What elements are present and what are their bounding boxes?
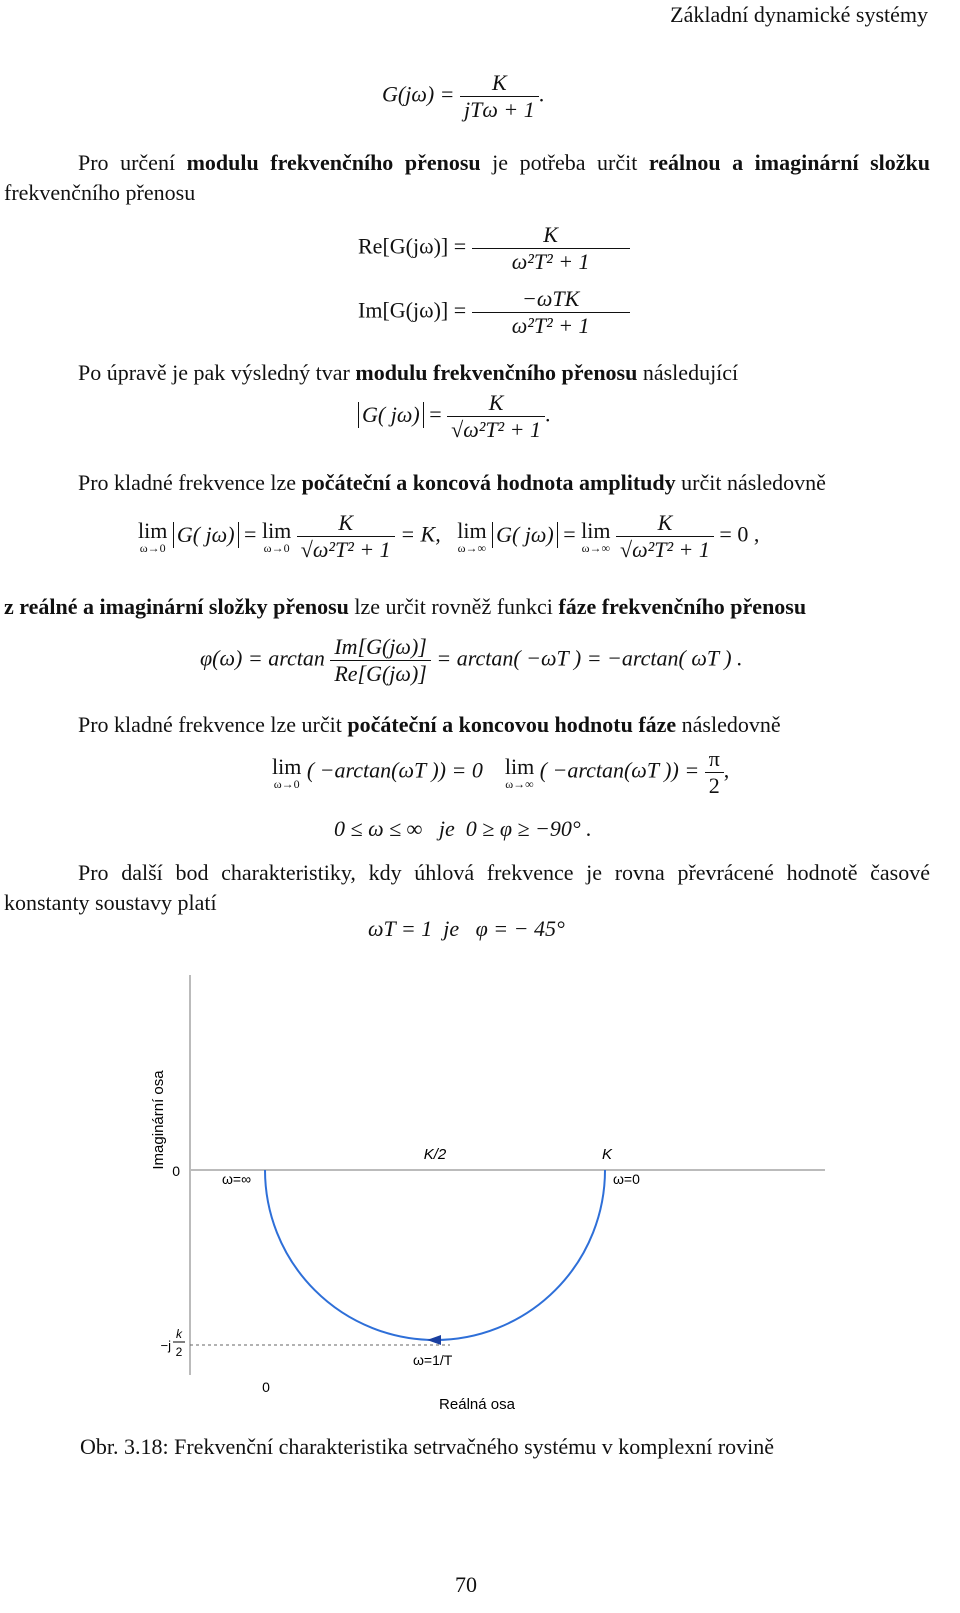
frequency-curve (265, 1170, 605, 1340)
label-k-half: K/2 (423, 1146, 447, 1163)
equation-phase: φ(ω) = arctan $\frac{Im[G(j\omega)]}{Re[G(j\omega)]}$ = arctan( −ωT ) = −arctan( ωT ) . (200, 634, 743, 686)
paragraph-5: Pro kladné frekvence lze určit počáteční a koncovou hodnotu fáze následovně (78, 712, 781, 737)
x-axis-label: Reálná osa (439, 1396, 515, 1413)
nyquist-figure (125, 955, 850, 1425)
equation-45: ωT = 1 je φ = − 45° (368, 916, 565, 941)
y-axis-label: Imaginární osa (150, 1070, 167, 1170)
equation-imaginary-part: Im[G(jω)] = $\frac{\text{−ωTK}}{\text{ω²T² + 1}}$ (358, 286, 630, 339)
paragraph-2: Po úpravě je pak výsledný tvar modulu frekvenčního přenosu následující (78, 360, 739, 385)
label-k: K (601, 1146, 613, 1163)
eq-lhs: G(jω) = (382, 81, 455, 107)
page-number: 70 (455, 1572, 477, 1597)
equation-phase-limits: lim ω→0 ( −arctan(ωT )) = 0 lim ω→∞ ( −arctan(ωT )) = $\frac{\pi}{2}$ , (272, 746, 730, 798)
equation-real-part: Re[G(jω)] = $\frac{K}{\text{ω²T² + 1}}$ (358, 222, 630, 275)
paragraph-6: Pro další bod charakteristiky, kdy úhlová frekvence je rovna převrácené hodnotě časové konstanty soustavy platí (4, 860, 930, 915)
y-tick-minus-j: −j (160, 1338, 171, 1353)
y-tick-k: k (176, 1327, 182, 1341)
equation-amplitude-limits: lim ω→0 G( jω) = lim ω→0 $\frac{K}{\text{√ω²T² + 1}}$ = K, lim ω→∞ G( jω) = lim ω→∞ $\frac{K}{\text{√ω²T² + 1}}$ = 0 , (138, 510, 760, 562)
figure-caption: Obr. 3.18: Frekvenční charakteristika setrvačného systému v komplexní rovině (80, 1434, 775, 1459)
equation-modulus: G( jω) = $\frac{K}{\text{√ω²T² + 1}}$ . (358, 390, 551, 443)
equation-transfer: G(jω) = $\frac{K}{\text{jTω + 1}}$ . (382, 70, 545, 122)
equation-range: 0 ≤ ω ≤ ∞ je 0 ≥ φ ≥ −90° . (334, 816, 592, 841)
y-tick-0: 0 (172, 1163, 180, 1179)
x-tick-0: 0 (262, 1379, 270, 1395)
label-omega-inf: ω=∞ (222, 1171, 252, 1187)
direction-arrow (427, 1335, 441, 1345)
label-omega-1T: ω=1/T (413, 1352, 453, 1368)
running-header: Základní dynamické systémy (670, 2, 928, 27)
label-omega-zero: ω=0 (613, 1171, 640, 1187)
paragraph-4: z reálné a imaginární složky přenosu lze určit rovněž funkci fáze frekvenčního přenosu (4, 594, 807, 619)
paragraph-3: Pro kladné frekvence lze počáteční a koncová hodnota amplitudy určit následovně (78, 470, 826, 495)
fraction: $\frac{K}{\text{jTω + 1}}$ (460, 70, 539, 123)
paragraph-1: Pro určení modulu frekvenčního přenosu je potřeba určit reálnou a imaginární složku frekvenčního přenosu (4, 150, 931, 205)
y-tick-2: 2 (175, 1345, 183, 1359)
